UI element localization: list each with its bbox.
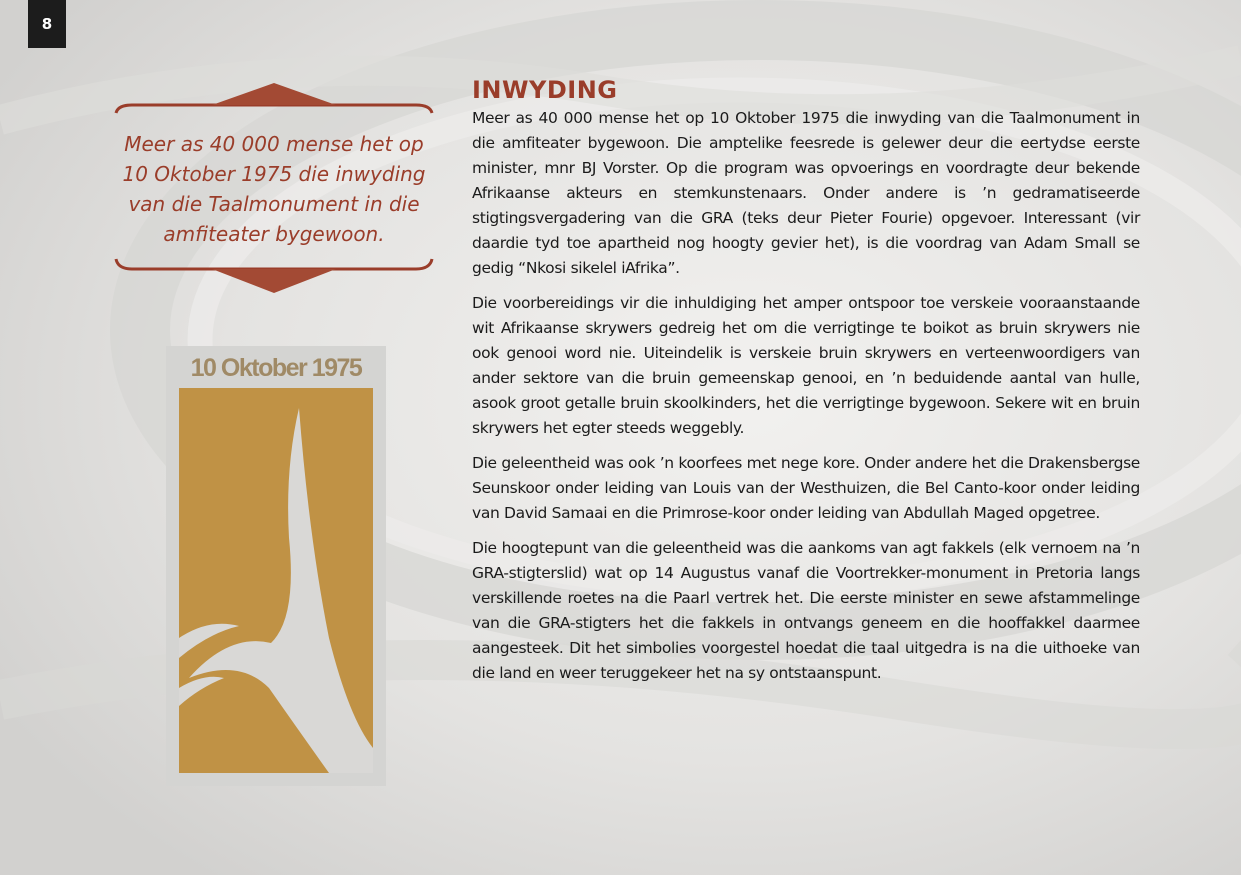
article-paragraph: Die voorbereidings vir die inhuldiging het amper ontspoor toe verskeie vooraanstaande wit Afrikaanse skrywers gedreig het om die verrigtinge te boikot as bruin skrywers nie ook genooi word nie. Uiteindelik is verskeie bruin skrywers en verteenwoordigers van ander sektore van die bruin gemeenskap genooi, en ’n beduidende aantal van hulle, asook groot getalle bruin skoolkinders, het die verrigtinge bygewoon. Sekere wit en bruin skrywers het egter steeds weggebly. — [472, 294, 1140, 437]
monument-illustration — [179, 388, 373, 773]
article-paragraph: Die geleentheid was ook ’n koorfees met nege kore. Onder andere het die Drakensbergse Seunskoor onder leiding van Louis van der Westhuizen, die Bel Canto-koor onder leiding van David Samaai en die Primrose-koor onder leiding van Abdullah Maged opgetree. — [472, 454, 1140, 522]
article — [472, 76, 1140, 696]
page-number: 8 — [28, 0, 66, 48]
commemorative-poster — [166, 346, 386, 786]
pull-quote — [112, 83, 436, 293]
poster-title: 10 Oktober 1975 — [190, 354, 362, 382]
pull-quote-text: Meer as 40 000 mense het op 10 Oktober 1975 die inwyding van die Taalmonument in die amfiteater bygewoon. — [122, 132, 426, 246]
article-paragraph: Die hoogtepunt van die geleentheid was die aankoms van agt fakkels (elk vernoem na ’n GRA-stigterslid) wat op 14 Augustus vanaf die Voortrekker-monument in Pretoria langs verskillende roetes na die Paarl vertrek het. Die eerste minister en sewe afstammelinge van die GRA-stigters het die fakkels in ontvangs geneem en die hooffakkel daarmee aangesteek. Dit het simbolies voorgestel hoedat die taal uitgedra is na die uithoeke van die land en weer teruggekeer het na sy ontstaanspunt. — [472, 539, 1140, 682]
article-paragraph: Meer as 40 000 mense het op 10 Oktober 1975 die inwyding van die Taalmonument in die amfiteater bygewoon. Die amptelike feesrede is gelewer deur die eertydse eerste minister, mnr BJ Vorster. Op die program was opvoerings en voordragte deur bekende Afrikaanse akteurs en stemkunstenaars. Onder andere is ’n gedramatiseerde stigtingsvergadering van die GRA (teks deur Pieter Fourie) opgevoer. Interessant (vir daardie tyd toe apartheid nog hoogty gevier het), is die voordrag van Adam Small se gedig “Nkosi sikelel iAfrika”. — [472, 109, 1140, 277]
article-heading: INWYDING — [472, 76, 618, 104]
